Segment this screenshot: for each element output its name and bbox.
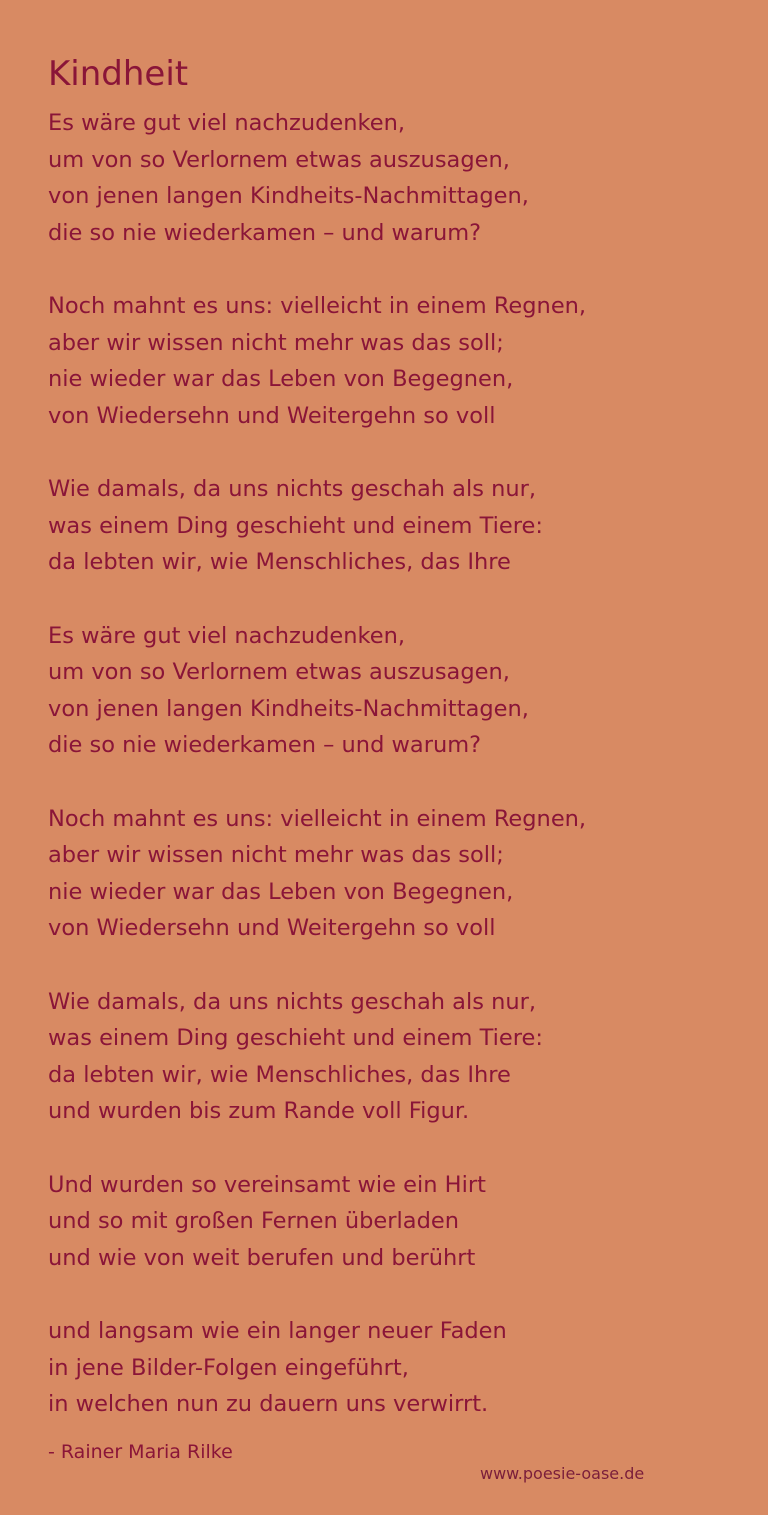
poem-line: die so nie wiederkamen – und warum? [48,732,482,758]
poem-line: in jene Bilder-Folgen eingeführt, [48,1354,409,1381]
poem-line: und so mit großen Fernen überladen [48,1208,459,1234]
poem-line: Und wurden so vereinsamt wie ein Hirt [48,1171,486,1198]
poem-line: aber wir wissen nicht mehr was das soll; [48,842,504,868]
poem-stanza [48,984,586,1130]
poem-stanza [48,1167,586,1277]
poem-line: nie wieder war das Leben von Begegnen, [48,366,514,392]
website-url: www.poesie-oase.de [480,1464,645,1483]
poem-author: - Rainer Maria Rilke [48,1441,233,1463]
poem-stanza [48,471,586,581]
poem-line: um von so Verlornem etwas auszusagen, [48,146,510,173]
poem-line: Noch mahnt es uns: vielleicht in einem Regnen, [48,805,587,832]
poem-line: um von so Verlornem etwas auszusagen, [48,659,510,685]
poem-stanza [48,288,586,434]
poem-line: und wurden bis zum Rande voll Figur. [48,1098,470,1124]
poem-stanza [48,105,586,251]
poem-line: was einem Ding geschieht und einem Tiere: [48,512,543,539]
poem-stanza [48,1313,586,1423]
poem-title: Kindheit [48,54,189,94]
poem-line: von jenen langen Kindheits-Nachmittagen, [48,695,529,722]
poem-line: nie wieder war das Leben von Begegnen, [48,878,514,905]
poem-line: Es wäre gut viel nachzudenken, [48,110,405,136]
poem-line: die so nie wiederkamen – und warum? [48,219,482,246]
poem-line: was einem Ding geschieht und einem Tiere: [48,1025,543,1051]
poem-line: da lebten wir, wie Menschliches, das Ihre [48,1061,511,1088]
poem-line: von jenen langen Kindheits-Nachmittagen, [48,183,529,209]
poem-line: Es wäre gut viel nachzudenken, [48,622,405,649]
poem-line: von Wiedersehn und Weitergehn so voll [48,402,496,429]
poem-line: und langsam wie ein langer neuer Faden [48,1318,507,1344]
poem-line: da lebten wir, wie Menschliches, das Ihre [48,549,511,575]
poem-line: von Wiedersehn und Weitergehn so voll [48,915,496,941]
poem-line: Wie damals, da uns nichts geschah als nur, [48,988,537,1015]
poem-body [48,105,586,1460]
poem-line: Noch mahnt es uns: vielleicht in einem Regnen, [48,293,587,319]
poem-line: aber wir wissen nicht mehr was das soll; [48,329,504,356]
poem-line: Wie damals, da uns nichts geschah als nur, [48,476,537,502]
poem-stanza [48,801,586,947]
poem-line: und wie von weit berufen und berührt [48,1244,476,1271]
poem-line: in welchen nun zu dauern uns verwirrt. [48,1391,489,1417]
poem-stanza [48,618,586,764]
